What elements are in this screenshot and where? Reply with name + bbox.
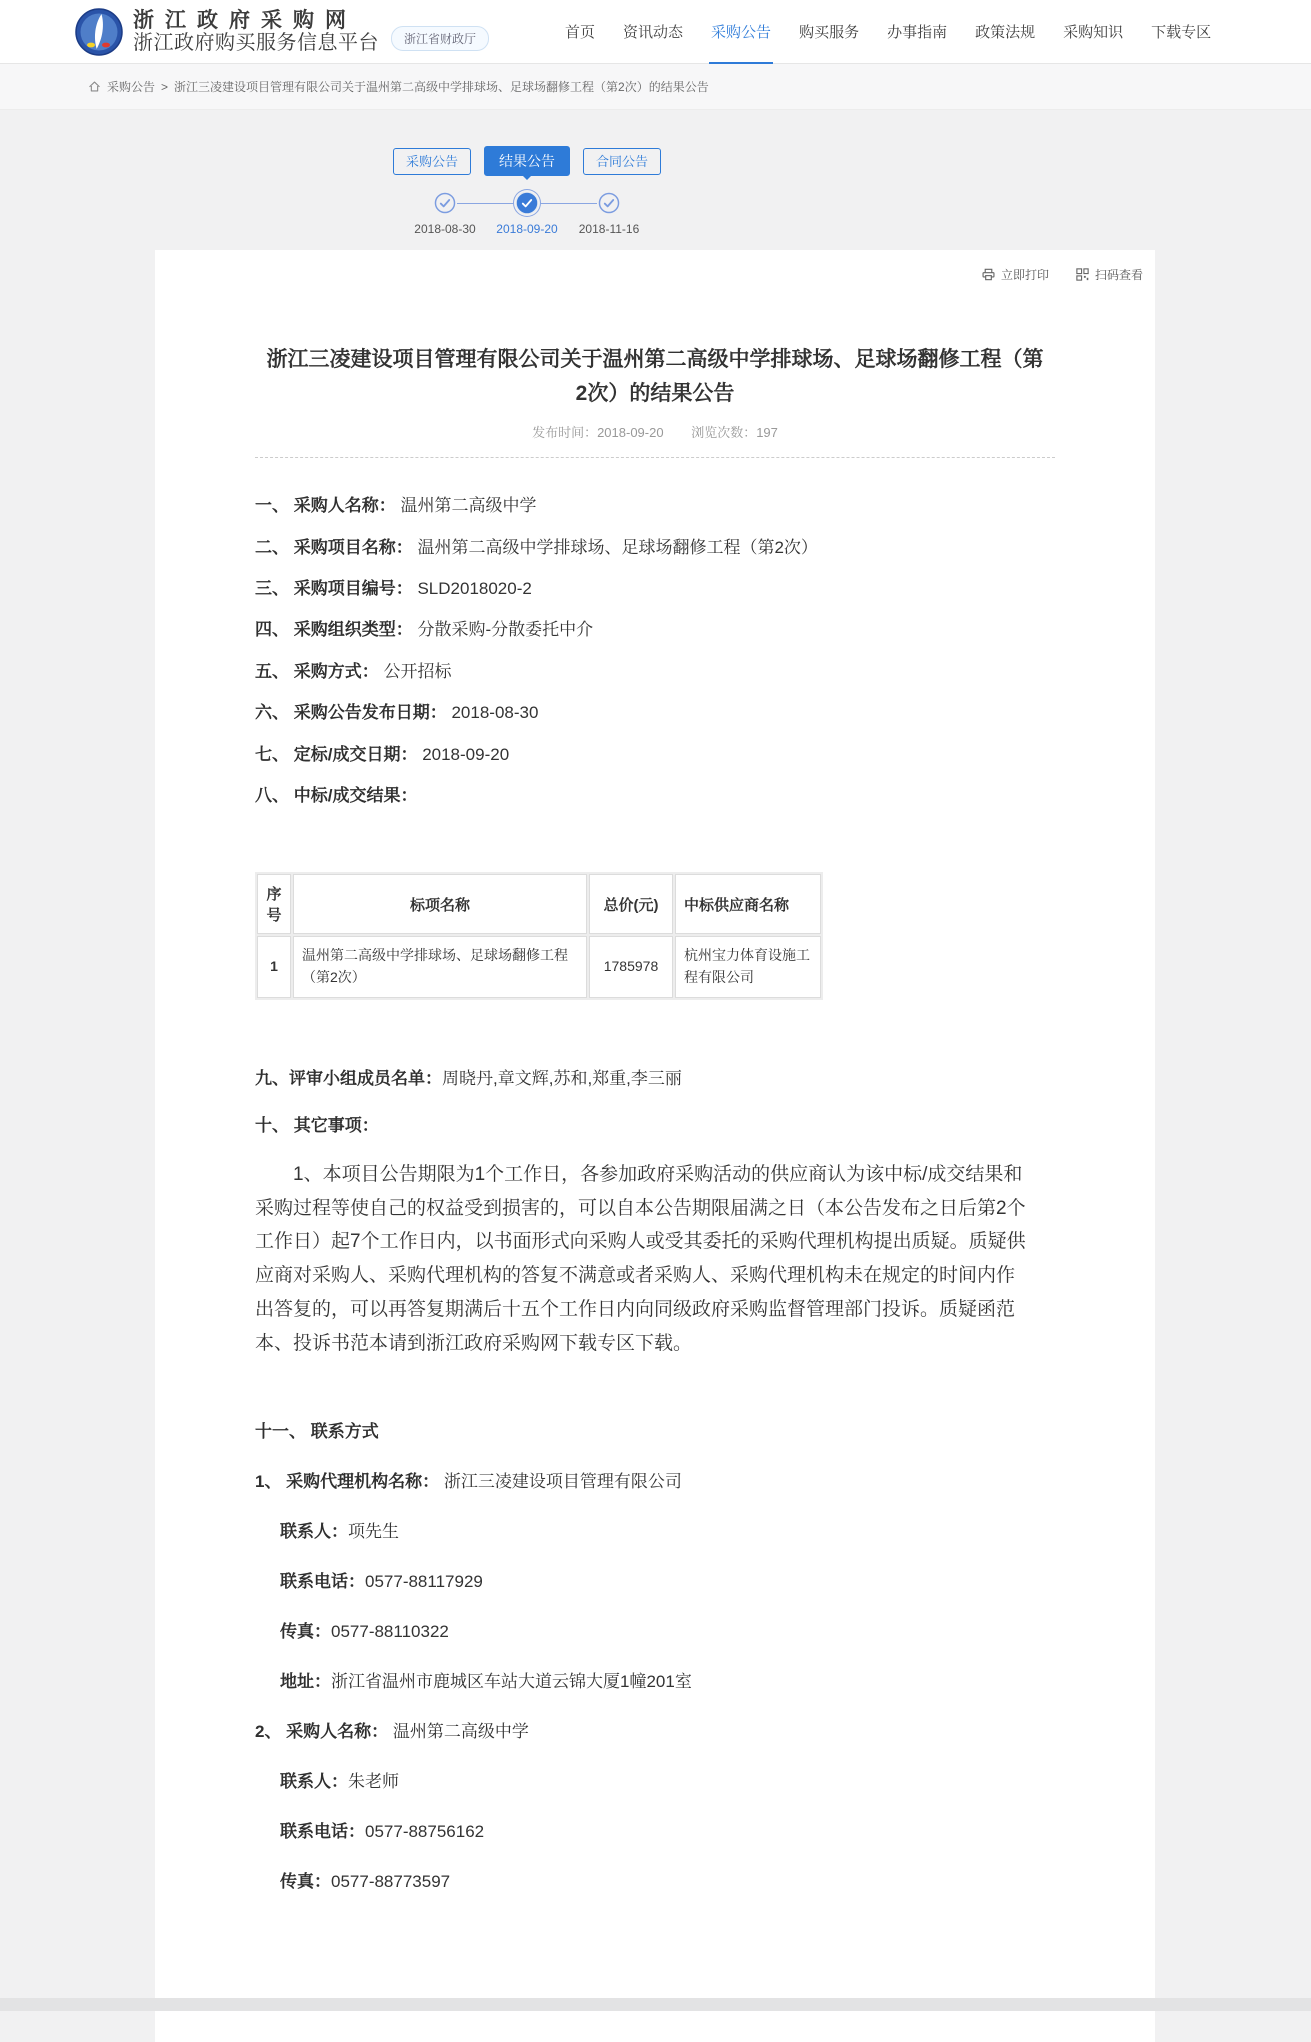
table-header: 序号	[257, 874, 291, 934]
timeline-step	[568, 192, 650, 236]
breadcrumb-current: 浙江三凌建设项目管理有限公司关于温州第二高级中学排球场、足球场翻修工程（第2次）的结果公告	[174, 80, 709, 94]
contact-block	[255, 1467, 1055, 1692]
announcement-card	[155, 250, 1155, 2042]
page-footer-strip	[0, 1998, 1311, 2011]
nav-item[interactable]: 采购公告	[697, 0, 785, 64]
nav-item[interactable]: 首页	[565, 24, 596, 41]
contact-list	[255, 1467, 1055, 1892]
contact-line	[280, 1667, 1055, 1692]
field-label: 三、 采购项目编号：	[255, 578, 413, 598]
contact-title-line	[255, 1717, 1055, 1742]
announcement-field	[255, 786, 1055, 806]
article-meta	[155, 422, 1155, 441]
field-label: 七、 定标/成交日期：	[255, 744, 418, 764]
field-label: 八、 中标/成交结果：	[255, 785, 418, 805]
check-circle-icon	[598, 192, 620, 214]
scan-label: 扫码查看	[1094, 268, 1143, 282]
field-label: 五、 采购方式：	[255, 661, 379, 681]
contact-line-label: 联系人：	[280, 1521, 348, 1541]
article-content	[155, 496, 1155, 1891]
table-header: 中标供应商名称	[675, 874, 821, 934]
main-nav	[551, 0, 1225, 64]
announcement-field	[255, 579, 1055, 599]
contact-line	[280, 1517, 1055, 1542]
announcement-field	[255, 538, 1055, 558]
contact-title-label: 2、 采购人名称：	[255, 1721, 389, 1741]
other-items-field	[255, 1111, 1055, 1136]
table-cell: 1785978	[589, 936, 673, 997]
breadcrumb-root-link[interactable]: 采购公告	[107, 80, 156, 94]
field-value: 公开招标	[383, 661, 452, 681]
contact-title-label: 1、 采购代理机构名称：	[255, 1471, 440, 1491]
nav-item[interactable]: 政策法规	[975, 24, 1036, 41]
breadcrumb-separator: >	[161, 79, 169, 94]
contact-line-label: 联系电话：	[280, 1571, 365, 1591]
site-title-group	[133, 9, 379, 55]
contact-heading: 十一、 联系方式	[255, 1421, 379, 1441]
contact-line-value: 项先生	[348, 1521, 399, 1541]
site-title: 浙江政府采购网	[133, 8, 357, 32]
scan-qr-button[interactable]	[1075, 266, 1143, 283]
site-brand[interactable]	[75, 8, 379, 56]
tab-inactive[interactable]: 合同公告	[583, 148, 661, 175]
field-label: 四、 采购组织类型：	[255, 620, 413, 640]
announcement-field	[255, 496, 1055, 516]
site-header	[0, 0, 1311, 64]
table-header-row	[257, 874, 821, 934]
contact-line	[280, 1767, 1055, 1792]
contact-line	[280, 1817, 1055, 1842]
contact-line-label: 联系电话：	[280, 1821, 365, 1841]
other-items-label: 十、 其它事项：	[255, 1115, 379, 1135]
contact-line-label: 传真：	[280, 1621, 331, 1641]
field-value: 2018-08-30	[451, 703, 539, 723]
announcement-field	[255, 745, 1055, 765]
tab-active[interactable]: 结果公告	[484, 146, 570, 176]
announcement-field	[255, 703, 1055, 723]
table-header: 总价(元)	[589, 874, 673, 934]
contact-line-value: 0577-88756162	[365, 1821, 485, 1841]
contact-line-value: 0577-88117929	[365, 1571, 483, 1591]
contact-title-value: 温州第二高级中学	[392, 1721, 529, 1741]
tab-inactive[interactable]: 采购公告	[393, 148, 471, 175]
timeline-date: 2018-08-30	[414, 222, 476, 236]
contact-block	[255, 1717, 1055, 1892]
announcement-type-tabs	[317, 146, 737, 176]
article-title: 浙江三凌建设项目管理有限公司关于温州第二高级中学排球场、足球场翻修工程（第2次）的结果公告	[266, 348, 1044, 405]
field-label: 二、 采购项目名称：	[255, 537, 413, 557]
contact-line-label: 地址：	[280, 1671, 331, 1691]
field-value: 2018-09-20	[422, 744, 510, 764]
field-label: 一、 采购人名称：	[255, 496, 396, 516]
contact-line-value: 0577-88110322	[331, 1621, 449, 1641]
qr-code-icon	[1075, 267, 1090, 282]
site-logo-icon	[75, 8, 123, 56]
announcement-field	[255, 620, 1055, 640]
field-value: 分散采购-分散委托中介	[417, 620, 594, 640]
announcement-timeline	[317, 192, 737, 236]
contact-title-value: 浙江三凌建设项目管理有限公司	[443, 1471, 682, 1491]
table-row	[257, 936, 821, 997]
contact-line-value: 0577-88773597	[331, 1871, 451, 1891]
contact-line-value: 浙江省温州市鹿城区车站大道云锦大厦1幢201室	[331, 1671, 692, 1691]
breadcrumb	[0, 64, 1311, 110]
check-circle-icon	[434, 192, 456, 214]
timeline-step	[486, 192, 568, 236]
jury-field	[255, 1064, 1055, 1089]
nav-item[interactable]: 购买服务	[799, 24, 860, 41]
timeline-step	[404, 192, 486, 236]
timeline-date: 2018-11-16	[578, 222, 640, 236]
announcement-stage-widget	[317, 146, 737, 236]
contact-line-label: 传真：	[280, 1871, 331, 1891]
publish-time: 发布时间：2018-09-20	[532, 425, 664, 441]
contact-line	[280, 1867, 1055, 1892]
table-cell: 杭州宝力体育设施工程有限公司	[675, 936, 821, 997]
notice-paragraph: 1、本项目公告期限为1个工作日，各参加政府采购活动的供应商认为该中标/成交结果和采购过程等使自己的权益受到损害的，可以自本公告期限届满之日（本公告发布之日后第2个工作日）起7个工作日内，以书面形式向采购人或受其委托的采购代理机构提出质疑。质疑供应商对采购人、采购代理机构的答复不满意或者采购人、采购代理机构未在规定的时间内作出答复的，可以再答复期满后十五个工作日内向同级政府采购监督管理部门投诉。质疑函范本、投诉书范本请到浙江政府采购网下载专区下载。	[255, 1163, 1026, 1354]
field-label: 六、 采购公告发布日期：	[255, 703, 447, 723]
jury-value: 周晓丹,章文辉,苏和,郑重,李三丽	[442, 1068, 682, 1088]
finance-dept-badge: 浙江省财政厅	[391, 26, 489, 51]
contact-title-line	[255, 1467, 1055, 1492]
site-subtitle: 浙江政府购买服务信息平台	[133, 32, 379, 55]
contact-line-label: 联系人：	[280, 1771, 348, 1791]
view-count: 浏览次数：197	[691, 425, 778, 441]
field-value: 温州第二高级中学排球场、足球场翻修工程（第2次）	[417, 537, 818, 557]
field-value: 温州第二高级中学	[400, 496, 537, 516]
nav-item[interactable]: 采购知识	[1063, 24, 1124, 41]
table-cell: 温州第二高级中学排球场、足球场翻修工程（第2次）	[293, 936, 587, 997]
printer-icon	[981, 267, 996, 282]
result-table	[255, 872, 823, 999]
announcement-field	[255, 662, 1055, 682]
title-divider	[255, 457, 1055, 458]
field-value: SLD2018020-2	[417, 578, 532, 598]
print-label: 立即打印	[1000, 268, 1049, 282]
table-header: 标项名称	[293, 874, 587, 934]
print-button[interactable]	[981, 266, 1049, 283]
timeline-date: 2018-09-20	[496, 222, 558, 236]
contact-line	[280, 1617, 1055, 1642]
table-cell: 1	[257, 936, 291, 997]
article-toolbar	[155, 266, 1155, 283]
home-icon[interactable]	[88, 80, 101, 93]
nav-item[interactable]: 办事指南	[887, 24, 948, 41]
check-circle-icon	[516, 192, 538, 214]
announcement-fields	[255, 496, 1055, 806]
contact-line-value: 朱老师	[348, 1771, 399, 1791]
nav-item[interactable]: 资讯动态	[623, 24, 684, 41]
nav-item[interactable]: 下载专区	[1151, 24, 1212, 41]
jury-label: 九、评审小组成员名单：	[255, 1068, 442, 1088]
contact-line	[280, 1567, 1055, 1592]
